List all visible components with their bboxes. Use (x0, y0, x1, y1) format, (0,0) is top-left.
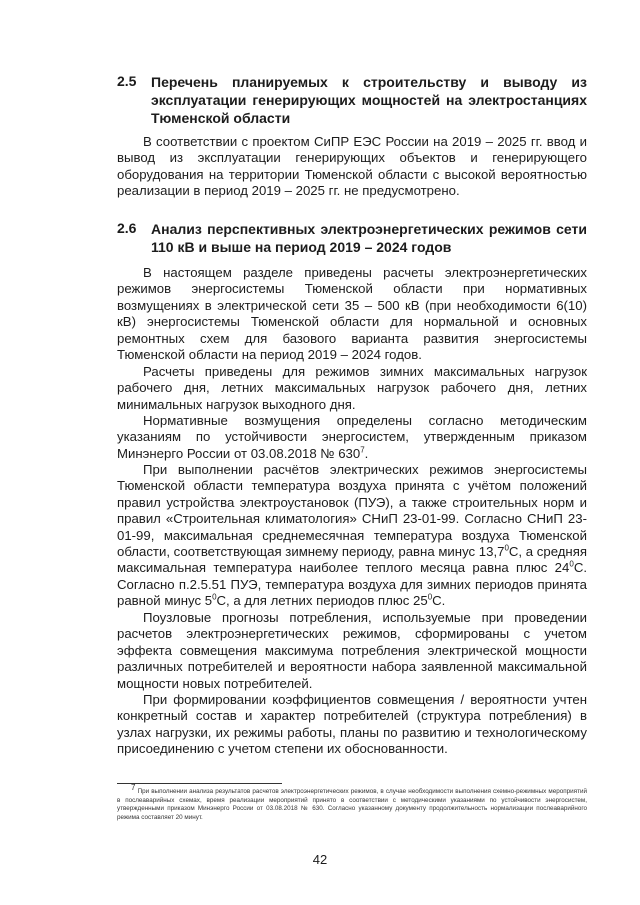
paragraph-text: Нормативные возмущения определены согласно методическим указаниям по устойчивости энергосистем, утвержденным приказом Минэнерго России от 03.08.2018 № 630 (117, 413, 587, 461)
paragraph (117, 462, 587, 610)
section-number: 2.5 (117, 73, 137, 89)
footnote-reference: 7 (360, 445, 365, 455)
paragraph-text: С, а для летних периодов плюс 25 (216, 593, 428, 609)
paragraph: В соответствии с проектом СиПР ЕЭС России на 2019 – 2025 гг. ввод и вывод из эксплуатации генерирующих объектов и генерирующего оборудования на территории Тюменской области с высокой вероятностью реализации в период 2019 – 2025 гг. не предусмотрено. (117, 134, 587, 199)
paragraph: В настоящем разделе приведены расчеты электроэнергетических режимов энергосистемы Тюменской области при нормативных возмущениях в электрической сети 35 – 500 кВ (при необходимости 6(10) кВ) энергосистемы Тюменской области для нормальной и основных ремонтных схем для базового варианта развития энергосистемы Тюменской области на период 2019 – 2024 годов. (117, 265, 587, 363)
footnote-divider (117, 783, 282, 784)
paragraph-text: С. Согласно п.2.5.51 ПУЭ, температура воздуха для зимних периодов принята равной минус 5 (117, 560, 587, 609)
paragraph-text: . (364, 445, 369, 461)
paragraph-text: С, а средняя максимальная температура наиболее теплого месяца равна плюс 24 (117, 544, 587, 576)
degree-superscript: 0 (427, 592, 433, 602)
section-title: Перечень планируемых к строительству и выводу из эксплуатации генерирующих мощностей на электростанциях Тюменской области (151, 74, 587, 126)
degree-superscript: 0 (569, 560, 574, 570)
paragraph-text: При выполнении расчётов электрических режимов энергосистемы Тюменской области температура воздуха принята с учётом положений правил устройства электроустановок (ПУЭ), а также строительных норм и правил «Строительная климатология» СНиП 23-01-99. Согласно СНиП 23-01-99, максимальная среднемесячная температура воздуха Тюменской области, соответствующая зимнему периоду, равна минус 13,7 (117, 462, 587, 560)
paragraph-text: С. (432, 593, 446, 609)
footnote-marker: 7 (131, 783, 136, 792)
degree-superscript: 0 (504, 543, 509, 553)
paragraph: При формировании коэффициентов совмещения / вероятности учтен конкретный состав и характер потребителей (структура потребления) в узлах нагрузки, их режимы работы, планы по развитию и технологическому присоединению с учетом степени их обоснованности. (117, 692, 587, 757)
paragraph (117, 413, 587, 462)
section-title: Анализ перспективных электроэнергетических режимов сети 110 кВ и выше на период 2019 – 2024 годов (151, 221, 587, 255)
paragraph: Поузловые прогнозы потребления, используемые при проведении расчетов электроэнергетических режимов, сформированы с учетом эффекта совмещения максимума потребления электрической мощности различных потребителей и вероятности набора заявленной максимальной мощности новых потребителей. (117, 610, 587, 691)
paragraph: Расчеты приведены для режимов зимних максимальных нагрузок рабочего дня, летних максимальных нагрузок рабочего дня, летних минимальных нагрузок выходного дня. (117, 364, 587, 412)
page-number: 42 (312, 852, 328, 867)
footnote (117, 783, 587, 822)
degree-superscript: 0 (212, 592, 217, 602)
footnote-text: При выполнении анализа результатов расчетов электроэнергетических режимов, в случае необходимости выполнения схемно-режимных мероприятий в послеаварийных схемах, время реализации мероприятий принято в соответствии с методическими указаниями по устойчивости энергосистем, утвержденными приказом Минэнерго России от 03.08.2018 № 630. Согласно указанному документу продолжительность нормализации послеаварийного режима составляет 20 минут. (117, 788, 587, 821)
section-number: 2.6 (117, 220, 137, 236)
